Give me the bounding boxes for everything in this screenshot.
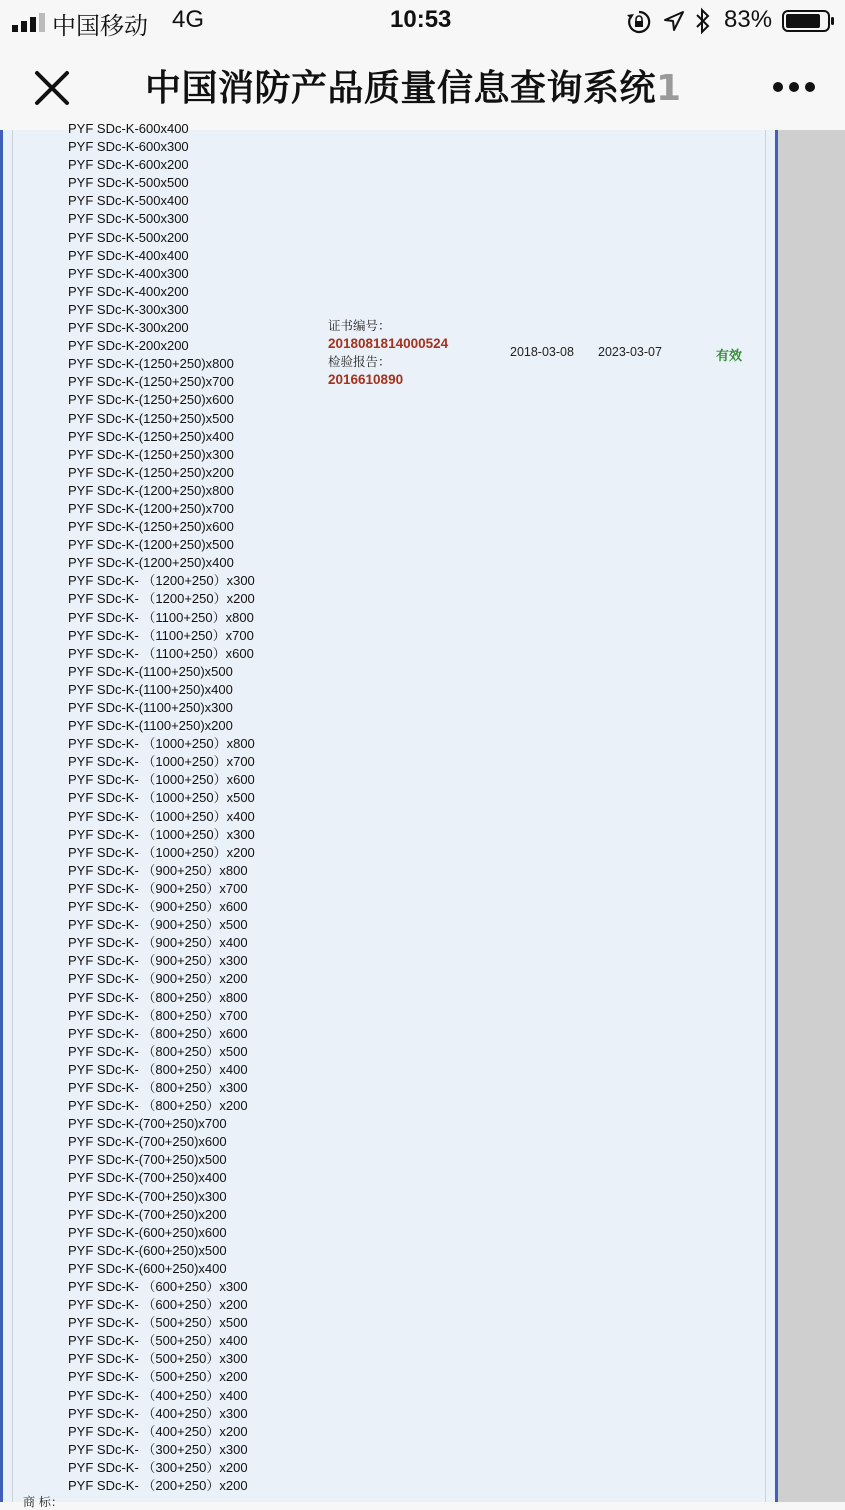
model-item: PYF SDc-K-(700+250)x600 <box>68 1134 227 1150</box>
model-item: PYF SDc-K-(600+250)x600 <box>68 1224 227 1240</box>
model-item: PYF SDc-K- （900+250）x300 <box>68 953 248 969</box>
page-title-text: 中国消防产品质量信息查询系统 <box>145 68 657 109</box>
signal-icon <box>12 12 46 32</box>
cert-number[interactable]: 2018081814000524 <box>328 336 449 351</box>
model-item: PYF SDc-K- （500+250）x200 <box>68 1369 248 1385</box>
model-item: PYF SDc-K- （800+250）x500 <box>68 1043 248 1059</box>
model-item: PYF SDc-K-300x300 <box>68 301 189 317</box>
model-item: PYF SDc-K- （900+250）x500 <box>68 917 248 933</box>
model-item: PYF SDc-K- （800+250）x200 <box>68 1098 248 1114</box>
navigation-bar <box>0 44 845 131</box>
model-item: PYF SDc-K-(700+250)x400 <box>68 1170 227 1186</box>
model-item: PYF SDc-K- （1000+250）x700 <box>68 754 255 770</box>
certificate-info <box>328 316 448 387</box>
model-item: PYF SDc-K- （1000+250）x200 <box>68 844 255 860</box>
model-item: PYF SDc-K-(1100+250)x200 <box>68 718 233 734</box>
model-item: PYF SDc-K- （1200+250）x300 <box>68 573 255 589</box>
more-dot-icon <box>773 82 783 92</box>
model-item: PYF SDc-K- （300+250）x300 <box>68 1441 248 1457</box>
model-item: PYF SDc-K-(1200+250)x500 <box>68 537 234 553</box>
battery-icon <box>782 10 836 32</box>
model-item: PYF SDc-K-500x300 <box>68 211 189 227</box>
model-item: PYF SDc-K- （1000+250）x500 <box>68 790 255 806</box>
rotation-lock-icon <box>626 9 652 35</box>
model-item: PYF SDc-K- （500+250）x400 <box>68 1333 248 1349</box>
model-item: PYF SDc-K-(600+250)x500 <box>68 1242 227 1258</box>
model-item: PYF SDc-K-200x200 <box>68 338 189 354</box>
panel-border <box>765 130 766 1502</box>
model-item: PYF SDc-K-600x200 <box>68 157 189 173</box>
model-item: PYF SDc-K- （400+250）x400 <box>68 1387 248 1403</box>
model-item: PYF SDc-K- （500+250）x300 <box>68 1351 248 1367</box>
model-item: PYF SDc-K- （1000+250）x600 <box>68 772 255 788</box>
model-item: PYF SDc-K- （500+250）x500 <box>68 1315 248 1331</box>
status-badge: 有效 <box>716 348 743 363</box>
model-item: PYF SDc-K- （900+250）x700 <box>68 880 248 896</box>
model-item: PYF SDc-K-(700+250)x200 <box>68 1206 227 1222</box>
model-item: PYF SDc-K-(1250+250)x600 <box>68 519 234 535</box>
model-item: PYF SDc-K-(1200+250)x800 <box>68 482 234 498</box>
bluetooth-icon <box>694 8 712 34</box>
model-item: PYF SDc-K-(1200+250)x400 <box>68 555 234 571</box>
model-item: PYF SDc-K-(600+250)x400 <box>68 1260 227 1276</box>
report-number-label: 检验报告： <box>328 355 391 369</box>
more-dot-icon <box>789 82 799 92</box>
model-item: PYF SDc-K-(1250+250)x500 <box>68 410 234 426</box>
model-item: PYF SDc-K- （1100+250）x800 <box>68 609 254 625</box>
model-item: PYF SDc-K- （800+250）x800 <box>68 989 248 1005</box>
close-icon[interactable] <box>32 68 72 108</box>
web-content[interactable] <box>0 121 845 1509</box>
model-item: PYF SDc-K- （400+250）x200 <box>68 1423 248 1439</box>
model-item: PYF SDc-K- （800+250）x400 <box>68 1061 248 1077</box>
model-item: PYF SDc-K- （800+250）x600 <box>68 1025 248 1041</box>
model-item: PYF SDc-K-(1100+250)x400 <box>68 681 233 697</box>
panel-border <box>12 130 13 1502</box>
model-item: PYF SDc-K- （600+250）x200 <box>68 1297 248 1313</box>
model-item: PYF SDc-K-500x500 <box>68 175 189 191</box>
model-item: PYF SDc-K-(700+250)x700 <box>68 1116 227 1132</box>
model-item: PYF SDc-K-(700+250)x500 <box>68 1152 227 1168</box>
model-item: PYF SDc-K-(1250+250)x400 <box>68 428 234 444</box>
model-item: PYF SDc-K-(700+250)x300 <box>68 1188 227 1204</box>
model-item: PYF SDc-K-(1250+250)x200 <box>68 464 234 480</box>
model-item: PYF SDc-K- （1000+250）x400 <box>68 808 255 824</box>
battery-percent: 83% <box>724 6 773 33</box>
page-title-suffix: 1 <box>656 68 682 109</box>
model-item: PYF SDc-K-(1100+250)x500 <box>68 663 233 679</box>
model-item: PYF SDc-K-400x400 <box>68 247 189 263</box>
location-arrow-icon <box>663 10 685 32</box>
model-item: PYF SDc-K- （900+250）x200 <box>68 971 248 987</box>
model-item: PYF SDc-K- （600+250）x300 <box>68 1279 248 1294</box>
model-item: PYF SDc-K-400x200 <box>68 283 189 299</box>
cert-number-label: 证书编号： <box>328 319 391 333</box>
trademark-label: 商 标： <box>23 1495 63 1509</box>
clock-time: 10:53 <box>390 6 452 33</box>
model-item: PYF SDc-K- （1200+250）x200 <box>68 591 255 607</box>
page-title <box>145 60 682 111</box>
more-dot-icon <box>805 82 815 92</box>
model-item: PYF SDc-K- （900+250）x600 <box>68 899 248 915</box>
model-item: PYF SDc-K- （400+250）x300 <box>68 1405 248 1421</box>
model-item: PYF SDc-K-(1250+250)x800 <box>68 356 234 372</box>
status-bar <box>0 0 845 44</box>
report-number[interactable]: 2016610890 <box>328 372 404 387</box>
carrier-name: 中国移动 <box>52 13 148 40</box>
model-item: PYF SDc-K- （200+250）x200 <box>68 1478 248 1494</box>
model-item: PYF SDc-K-500x200 <box>68 229 189 245</box>
model-item: PYF SDc-K- （300+250）x200 <box>68 1459 248 1475</box>
more-menu-button[interactable] <box>773 80 815 94</box>
result-panel <box>0 121 778 1509</box>
model-item: PYF SDc-K-(1250+250)x300 <box>68 446 234 462</box>
model-item: PYF SDc-K-(1100+250)x300 <box>68 700 233 715</box>
model-item: PYF SDc-K- （1100+250）x700 <box>68 627 254 643</box>
model-item: PYF SDc-K- （900+250）x400 <box>68 935 248 951</box>
model-item: PYF SDc-K-(1200+250)x700 <box>68 500 234 516</box>
issue-date: 2018-03-08 <box>510 345 574 359</box>
model-item: PYF SDc-K- （1000+250）x800 <box>68 736 255 752</box>
network-type: 4G <box>172 6 205 33</box>
model-item: PYF SDc-K-600x300 <box>68 139 189 155</box>
expiry-date: 2023-03-07 <box>598 345 662 359</box>
model-item: PYF SDc-K-(1250+250)x700 <box>68 374 234 390</box>
model-item: PYF SDc-K-300x200 <box>68 320 189 336</box>
model-item: PYF SDc-K- （900+250）x800 <box>68 862 248 878</box>
model-item: PYF SDc-K-500x400 <box>68 193 189 209</box>
model-item: PYF SDc-K-(1250+250)x600 <box>68 392 234 408</box>
model-item: PYF SDc-K- （1100+250）x600 <box>68 645 254 661</box>
model-item: PYF SDc-K- （800+250）x700 <box>68 1007 248 1023</box>
model-item: PYF SDc-K-400x300 <box>68 265 189 281</box>
model-item: PYF SDc-K- （800+250）x300 <box>68 1079 248 1095</box>
model-item: PYF SDc-K- （1000+250）x300 <box>68 826 255 842</box>
model-list <box>68 120 255 1495</box>
model-item: PYF SDc-K-600x400 <box>68 121 189 136</box>
